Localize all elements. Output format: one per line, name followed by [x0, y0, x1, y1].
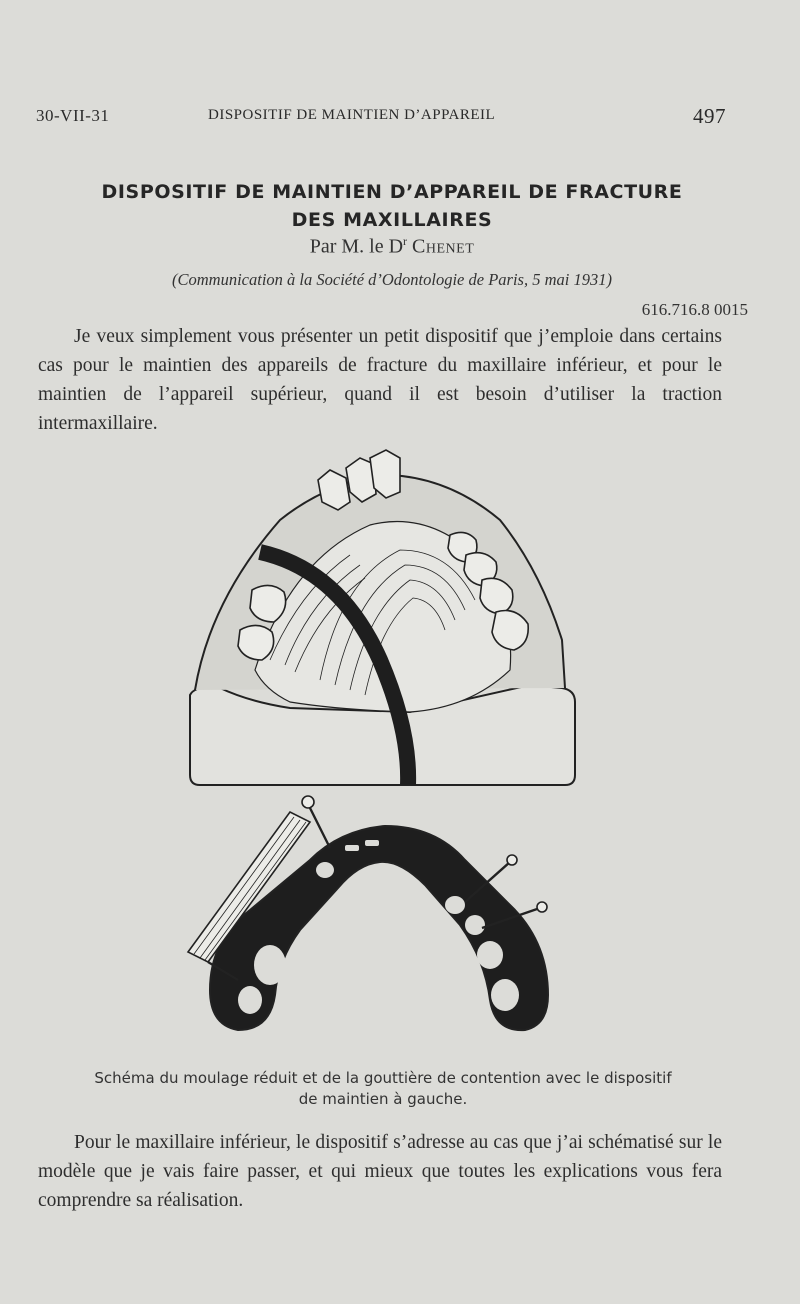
classification-code: 616.716.8 0015 [641, 300, 748, 319]
page-number: 497 [693, 104, 726, 128]
paragraph-intro: Je veux simplement vous présenter un petit dispositif que j’emploie dans certains cas pour le maintien des appareils de fracture du maxillaire inférieur, et pour le maintien de l’appareil supérieur, quand il est besoin d’utiliser la traction intermaxillaire. [38, 326, 722, 434]
author-line [40, 234, 744, 259]
title-line-1: DISPOSITIF DE MAINTIEN D’APPAREIL DE FRACTURE [101, 181, 683, 203]
communication-note: (Communication à la Société d’Odontologie de Paris, 5 mai 1931) [172, 270, 612, 289]
title-line-2: DES MAXILLAIRES [291, 209, 493, 231]
caption-line-1: Schéma du moulage réduit et de la gouttière de contention avec le dispositif [94, 1069, 672, 1087]
jaw-figure-illustration [170, 440, 610, 1060]
author-prefix: Par M. le D [309, 235, 404, 258]
running-header [36, 104, 726, 130]
upper-maxilla-model [190, 450, 575, 785]
author-prefix-sup: r [403, 234, 408, 248]
figure-caption [42, 1068, 724, 1110]
author-name: Chenet [412, 235, 475, 258]
caption-line-2: de maintien à gauche. [298, 1090, 468, 1108]
header-running-title: DISPOSITIF DE MAINTIEN D’APPAREIL [208, 107, 496, 123]
article-title [40, 178, 744, 234]
paragraph-body: Pour le maxillaire inférieur, le dispositif s’adresse au cas que j’ai schématisé sur le modèle que je vais faire passer, et qui mieux que toutes les explications vous fera comprendre sa réalisation. [38, 1132, 722, 1211]
header-date: 30-VII-31 [36, 106, 110, 125]
